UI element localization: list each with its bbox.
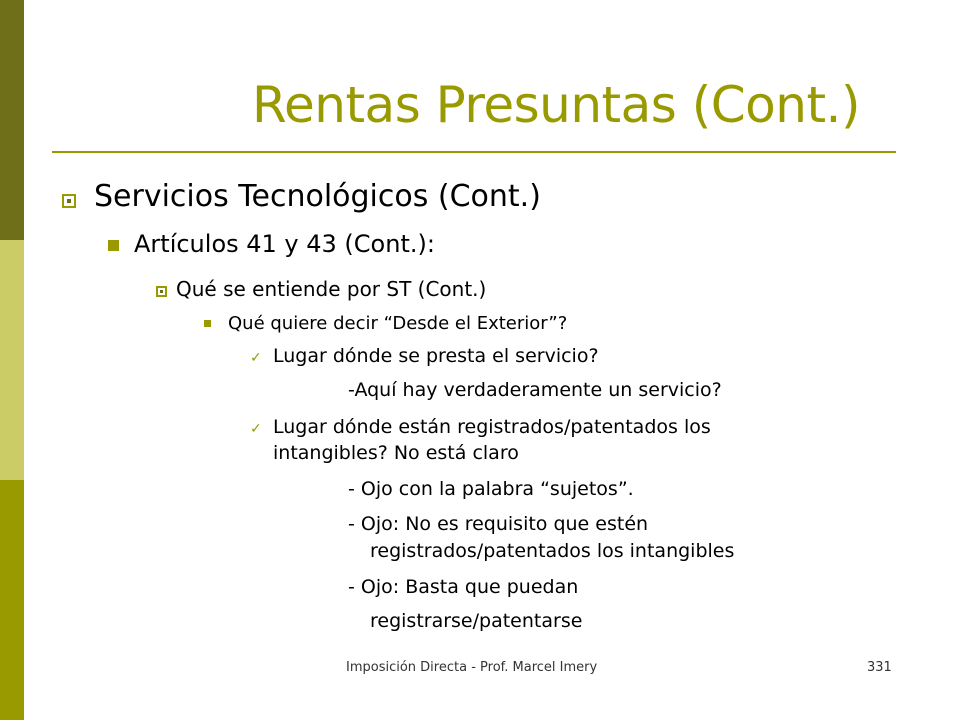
side-band-top [0,0,24,240]
check-item-2-line1: Lugar dónde están registrados/patentados los [273,416,711,438]
bullet-level3: Qué se entiende por ST (Cont.) [176,277,487,301]
checkmark-icon: ✓ [250,421,262,437]
bullet-level2: Artículos 41 y 43 (Cont.): [134,230,435,258]
slide-title: Rentas Presuntas (Cont.) [252,76,860,134]
note-2-line2: registrados/patentados los intangibles [370,540,735,562]
check-item-2-line2: intangibles? No está claro [273,442,519,464]
bullet-level1: Servicios Tecnológicos (Cont.) [94,179,541,214]
footer-text: Imposición Directa - Prof. Marcel Imery [346,660,598,675]
small-square-bullet-icon [204,320,211,327]
page-number: 331 [867,660,892,675]
note-3-line2: registrarse/patentarse [370,610,583,632]
filled-square-bullet-icon [108,240,119,251]
check-item-1-note: -Aquí hay verdaderamente un servicio? [348,379,722,401]
side-band-middle [0,240,24,480]
square-bullet-icon [62,194,76,208]
bullet-level4: Qué quiere decir “Desde el Exterior”? [228,313,568,334]
title-divider [52,151,896,153]
check-item-1: Lugar dónde se presta el servicio? [273,345,599,367]
side-band-bottom [0,480,24,720]
square-bullet-icon [156,286,167,297]
note-2-line1: - Ojo: No es requisito que estén [348,513,649,535]
note-3-line1: - Ojo: Basta que puedan [348,576,579,598]
checkmark-icon: ✓ [250,350,262,366]
note-1: - Ojo con la palabra “sujetos”. [348,478,634,500]
